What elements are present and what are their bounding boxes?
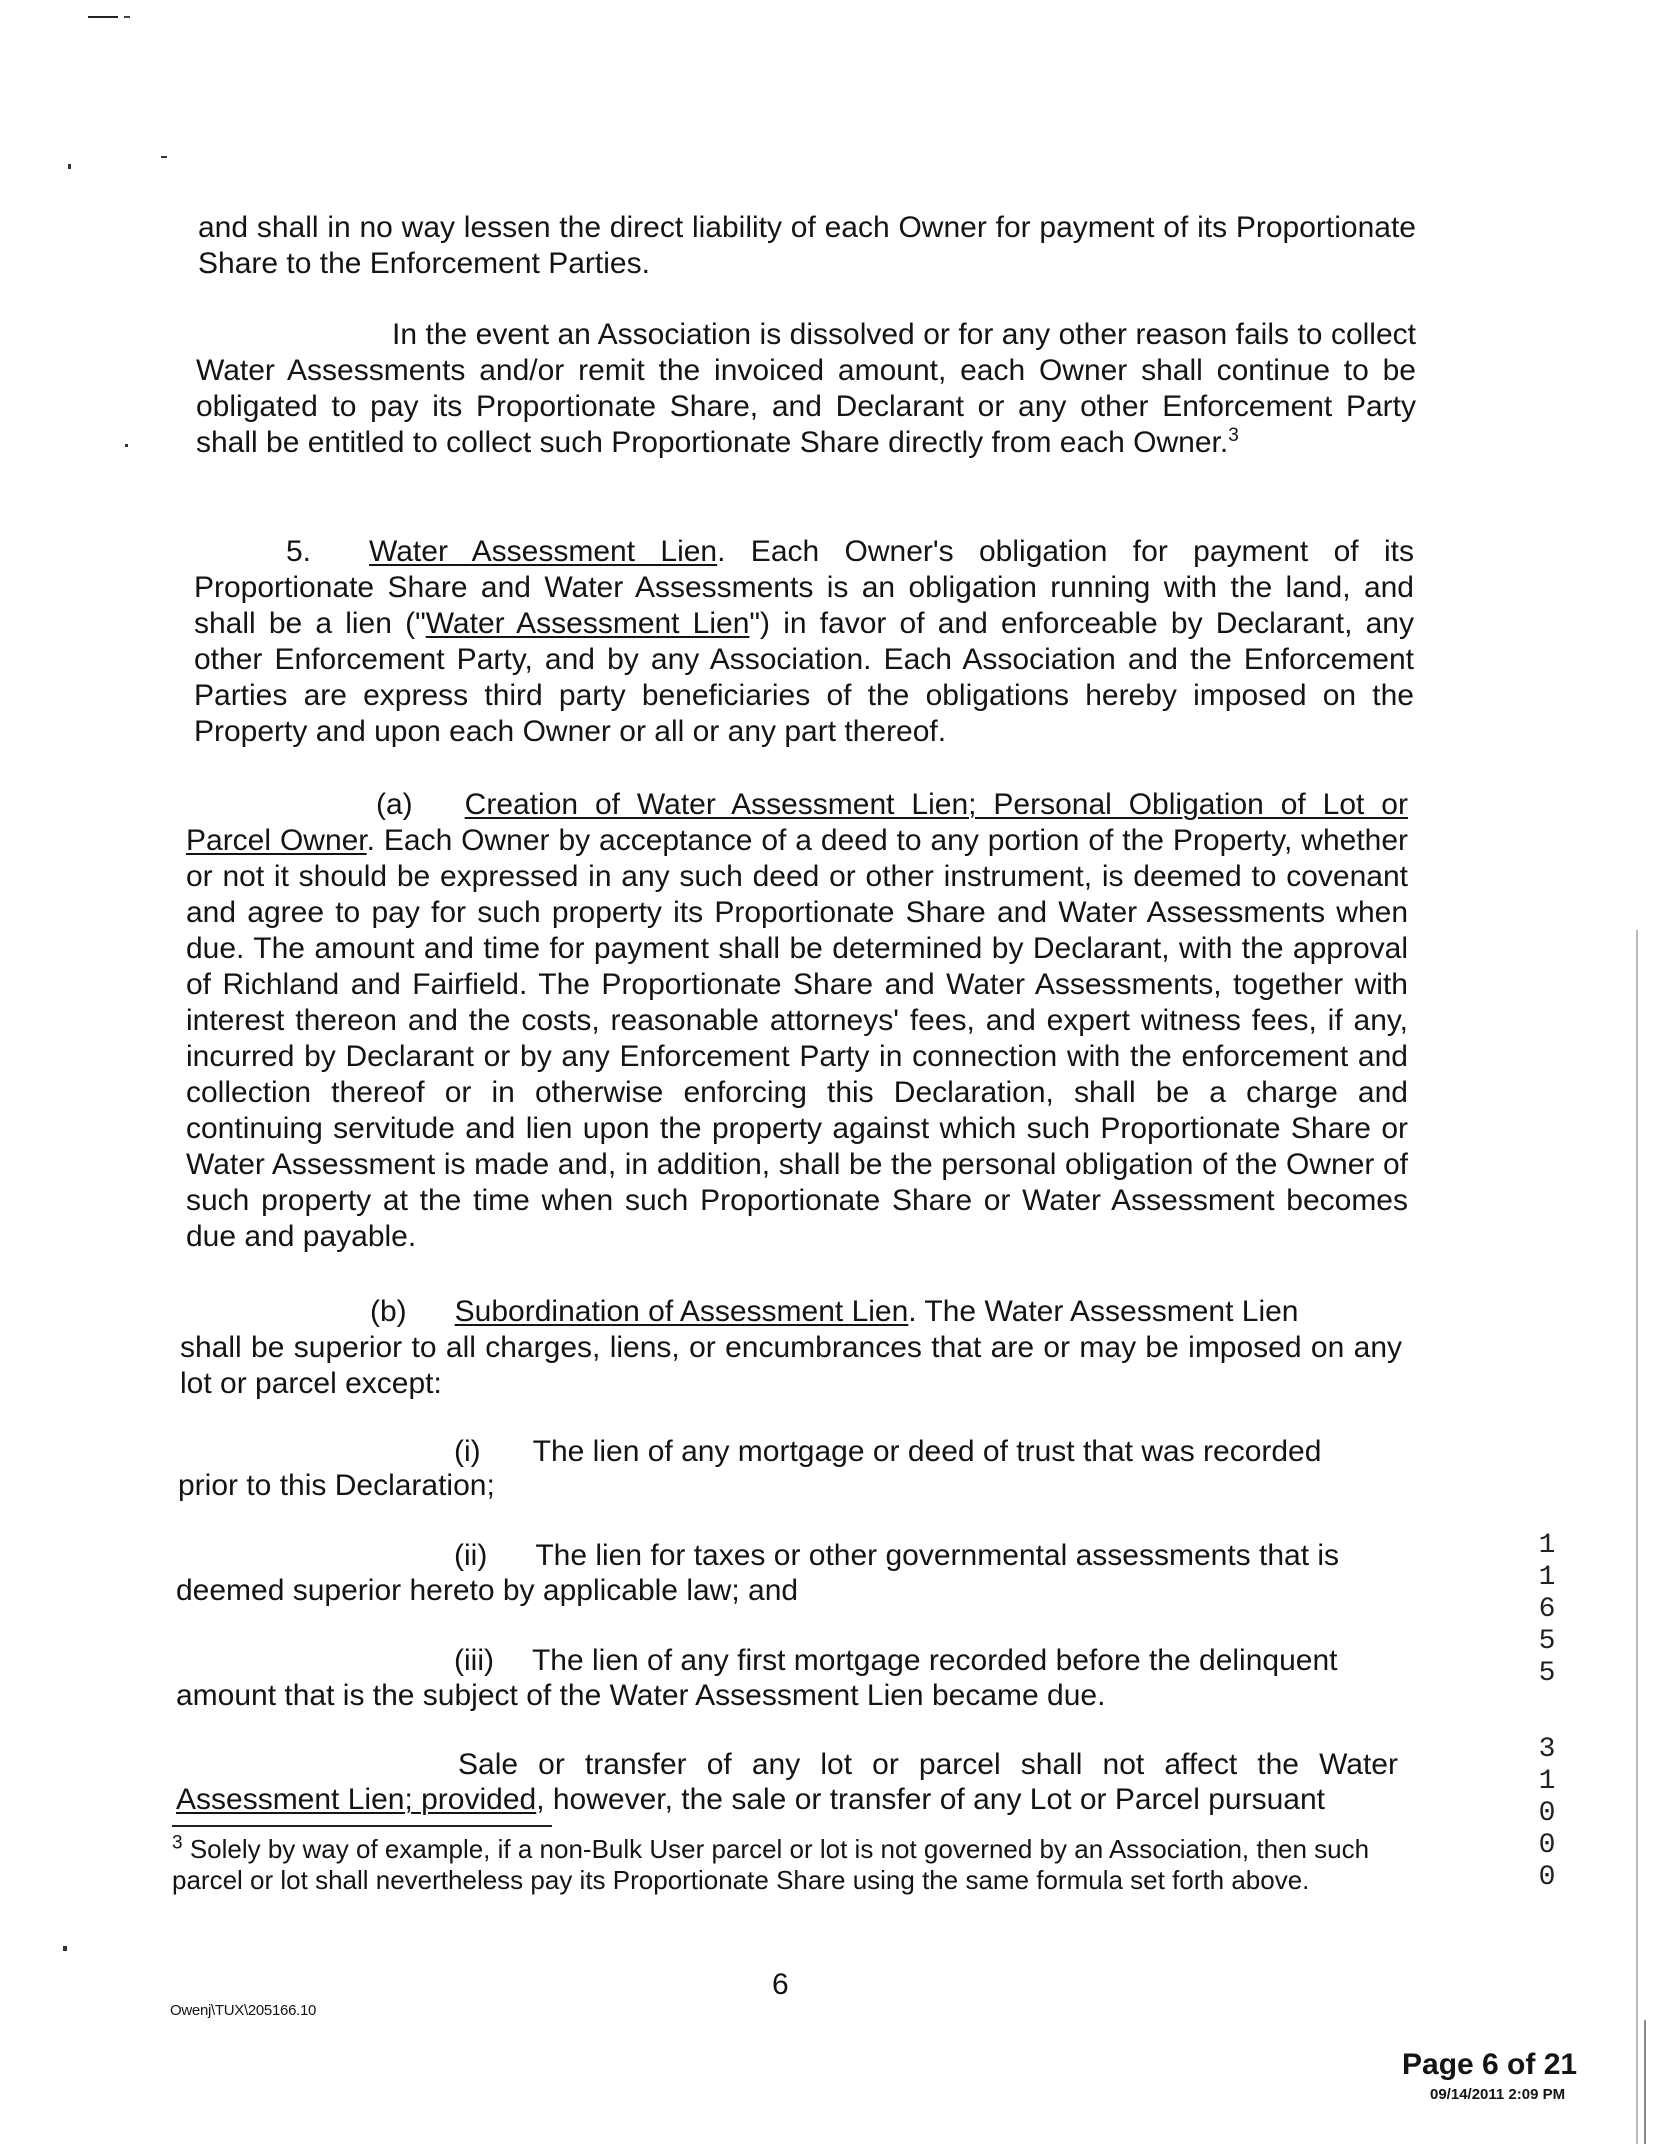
continued-paragraph-text: and shall in no way lessen the direct liability of each Owner for payment of its Proportionate Share to the Enforcement Parties. [198,211,1416,280]
file-identifier: Owenj\TUX\205166.10 [170,2002,317,2019]
subsection-a-paragraph [186,787,1408,1255]
footnote-marker: 3 [172,1832,183,1854]
footnote-separator [172,1825,552,1827]
scan-edge-line [1644,2020,1646,2144]
item-i-line2 [178,1468,495,1504]
scan-edge-line [1636,930,1638,2144]
stamp-digit: 1 [1538,1530,1556,1561]
section-5-number: 5. [286,535,312,568]
section-5-paragraph [194,534,1414,750]
side-recording-stamp [1532,1530,1562,1894]
item-ii-line2 [176,1573,798,1609]
subsection-a-label: (a) [376,788,413,821]
sale-paragraph-text: Sale or transfer of any lot or parcel shall not affect the Water [458,1748,1398,1781]
stamp-digit: 1 [1538,1562,1556,1593]
item-text: The lien for taxes or other governmental assessments that is [535,1539,1340,1572]
stamp-digit: 3 [1538,1734,1556,1765]
subsection-a-heading: Creation of Water Assessment Lien; Personal Obligation of Lot or Parcel Owner [186,788,1408,857]
item-i-line1 [454,1434,1321,1470]
scan-mark [88,16,118,18]
scan-speck [63,1946,67,1951]
scan-speck [68,164,71,169]
page-of-total: Page 6 of 21 [1402,2048,1578,2081]
section-5-heading: Water Assessment Lien [369,535,718,568]
dissolved-association-paragraph [196,317,1416,461]
stamp-digit: 6 [1538,1594,1556,1625]
stamp-digit: 5 [1538,1658,1556,1689]
page-number: 6 [772,1968,789,2001]
stamp-digit: 5 [1538,1626,1556,1657]
item-iii-line1 [454,1643,1337,1679]
section-5-text-2: ") in favor of and enforceable by Declarant, any other Enforcement Party, and by any Association. Each Association and the Enforcement Parties are express third party beneficiaries of the obligations hereby imposed on the Property and upon each Owner or all or any part thereof. [194,607,1414,748]
subsection-b-heading: Subordination of Assessment Lien [454,1295,909,1328]
subsection-b-text-line1: . The Water Assessment Lien [908,1295,1299,1328]
footnote [172,1834,1372,1896]
item-iii-line2 [176,1678,1105,1714]
stamp-digit: 0 [1538,1830,1556,1861]
item-text: The lien of any mortgage or deed of trust that was recorded [532,1435,1322,1468]
scan-speck [125,444,128,447]
item-text-continued: prior to this Declaration; [178,1469,495,1502]
fax-timestamp: 09/14/2011 2:09 PM [1430,2086,1566,2103]
subsection-b-paragraph [180,1330,1402,1402]
scan-mark [124,16,130,18]
section-5-text-1: . Each Owner's obligation for payment of its Proportionate Share and Water Assessments is an obligation running with the land, and shall be a lien (" [194,535,1414,640]
stamp-digit: 1 [1538,1766,1556,1797]
subsection-b-text: shall be superior to all charges, liens, or encumbrances that are or may be imposed on any lot or parcel except: [180,1331,1402,1400]
subsection-b-label: (b) [370,1295,407,1328]
item-label: (i) [454,1435,481,1468]
item-text-continued: deemed superior hereto by applicable law; and [176,1574,799,1607]
footnote-text: Solely by way of example, if a non-Bulk User parcel or lot is not governed by an Association, then such parcel or lot shall nevertheless pay its Proportionate Share using the same formula set forth above. [172,1834,1370,1895]
item-label: (iii) [454,1644,494,1677]
sale-paragraph-underlined: Assessment Lien; provided [176,1783,537,1816]
subsection-b-first-line [370,1294,1298,1330]
item-ii-line1 [454,1538,1339,1574]
item-text: The lien of any first mortgage recorded before the delinquent [531,1644,1338,1677]
subsection-a-text: . Each Owner by acceptance of a deed to any portion of the Property, whether or not it should be expressed in any such deed or other instrument, is deemed to covenant and agree to pay for such property its Proportionate Share and Water Assessments when due. The amount and time for payment shall be determined by Declarant, with the approval of Richland and Fairfield. The Proportionate Share and Water Assessments, together with interest thereon and the costs, reasonable attorneys' fees, and expert witness fees, if any, incurred by Declarant or by any Enforcement Party in connection with the enforcement and collection thereof or in otherwise enforcing this Declaration, shall be a charge and continuing servitude and lien upon the property against which such Proportionate Share or Water Assessment is made and, in addition, shall be the personal obligation of the Owner of such property at the time when such Proportionate Share or Water Assessment becomes due and payable. [186,824,1409,1253]
item-label: (ii) [454,1539,488,1572]
dissolved-paragraph-text: In the event an Association is dissolved or for any other reason fails to collect Water Assessments and/or remit the invoiced amount, each Owner shall continue to be obligated to pay its Proportionate Share, and Declarant or any other Enforcement Party shall be entitled to collect such Proportionate Share directly from each Owner. [196,318,1416,459]
continued-paragraph [198,210,1416,282]
sale-paragraph-rest: , however, the sale or transfer of any Lot or Parcel pursuant [536,1783,1325,1816]
defined-term-water-assessment-lien: Water Assessment Lien [425,607,750,640]
sale-paragraph-line1 [458,1747,1398,1783]
item-text-continued: amount that is the subject of the Water Assessment Lien became due. [176,1679,1106,1712]
sale-paragraph-line2 [176,1782,1325,1818]
footnote-reference: 3 [1228,425,1239,446]
scan-speck [161,156,167,158]
stamp-digit: 0 [1538,1862,1556,1893]
stamp-digit: 0 [1538,1798,1556,1829]
